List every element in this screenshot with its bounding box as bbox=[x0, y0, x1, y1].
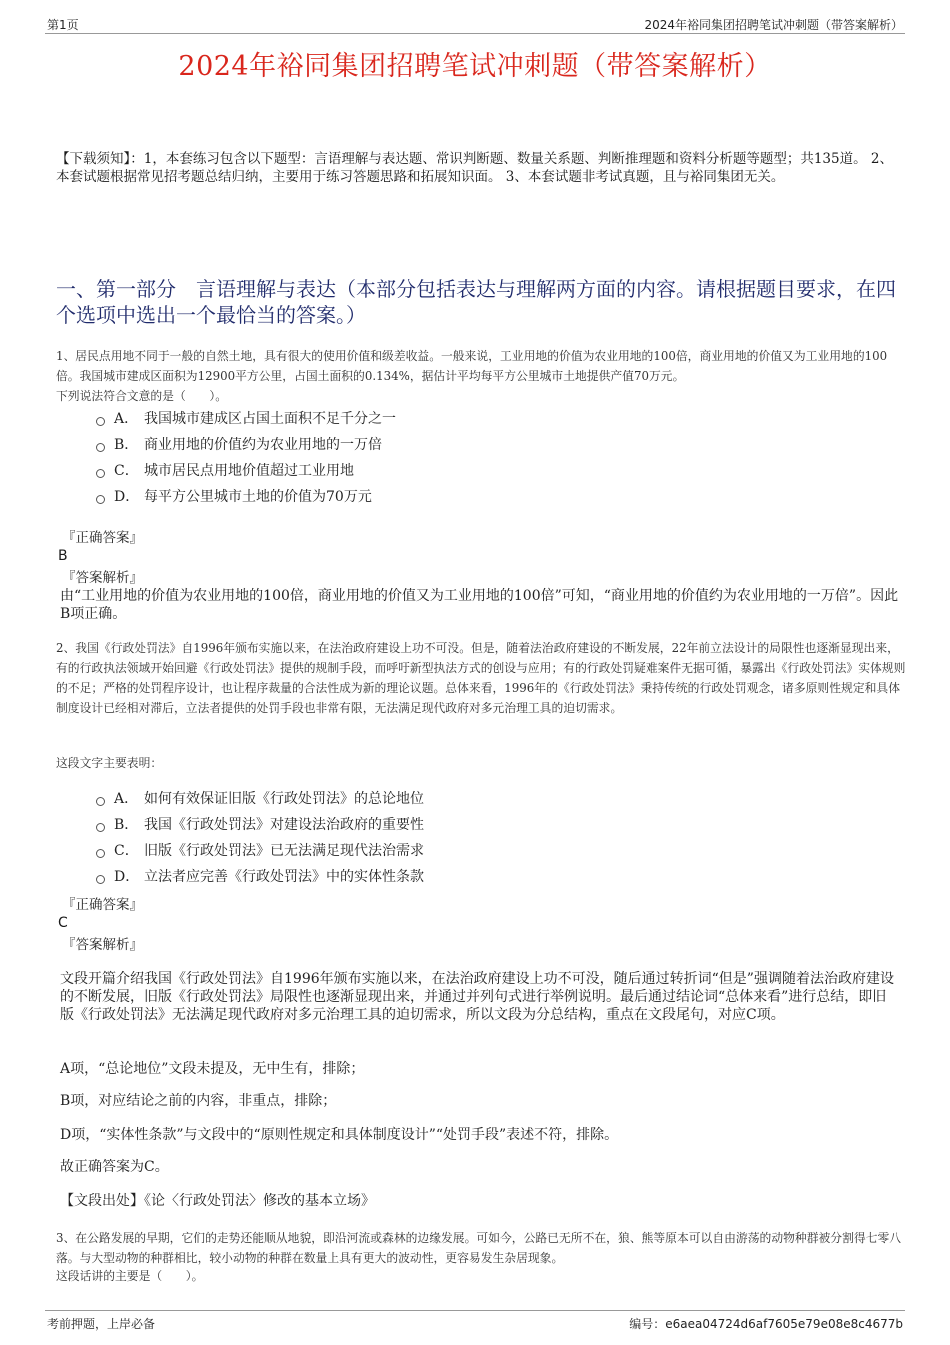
q1-analysis: 由“工业用地的价值为农业用地的100倍，商业用地的价值又为工业用地的100倍”可知，“商业用地的价值约为农业用地的一万倍”。因此B项正确。 bbox=[60, 588, 899, 622]
q1-answer-label: 『正确答案』 bbox=[62, 530, 143, 546]
question-1-stem: 1、居民点用地不同于一般的自然土地，具有很大的使用价值和级差收益。一般来说，工业用地的价值为农业用地的100倍，商业用地的价值又为工业用地的100倍。我国城市建成区面积为12900平方公里，占国土面积的0.134%，据估计平均每平方公里城市土地提供产值70万元。 bbox=[56, 349, 888, 383]
q2-option-a[interactable] bbox=[96, 790, 424, 808]
radio-icon[interactable] bbox=[96, 495, 105, 504]
q1-option-d[interactable] bbox=[96, 488, 372, 506]
question-2-prompt: 这段文字主要表明： bbox=[56, 756, 163, 770]
q2-note-b: B项，对应结论之前的内容，非重点，排除； bbox=[60, 1093, 337, 1109]
q1-analysis-label: 『答案解析』 bbox=[62, 570, 143, 586]
option-letter: C． bbox=[114, 843, 139, 859]
option-text: 我国城市建成区占国土面积不足千分之一 bbox=[144, 411, 396, 427]
option-letter: C． bbox=[114, 463, 139, 479]
q2-source: 【文段出处】《论〈行政处罚法〉修改的基本立场》 bbox=[60, 1193, 375, 1209]
q2-analysis: 文段开篇介绍我国《行政处罚法》自1996年颁布实施以来，在法治政府建设上功不可没，随后通过转折词“但是”强调随着法治政府建设的不断发展，旧版《行政处罚法》局限性也逐渐显现出来，并通过并列句式进行举例说明。最后通过结论词“总体来看”进行总结，即旧版《行政处罚法》无法满足现代政府对多元治理工具的迫切需求，所以文段为分总结构，重点在文段尾句，对应C项。 bbox=[60, 971, 894, 1023]
option-text: 商业用地的价值约为农业用地的一万倍 bbox=[144, 437, 382, 453]
q2-answer: C bbox=[58, 915, 68, 931]
option-letter: A． bbox=[114, 411, 139, 427]
radio-icon[interactable] bbox=[96, 875, 105, 884]
radio-icon[interactable] bbox=[96, 443, 105, 452]
question-1-prompt: 下列说法符合文意的是（ ）。 bbox=[56, 389, 228, 403]
option-text: 旧版《行政处罚法》已无法满足现代法治需求 bbox=[144, 843, 424, 859]
header-rule bbox=[45, 33, 905, 34]
radio-icon[interactable] bbox=[96, 849, 105, 858]
q1-option-b[interactable] bbox=[96, 436, 382, 454]
option-text: 立法者应完善《行政处罚法》中的实体性条款 bbox=[144, 869, 424, 885]
question-3-prompt: 这段话讲的主要是（ ）。 bbox=[56, 1269, 204, 1283]
radio-icon[interactable] bbox=[96, 417, 105, 426]
option-letter: B． bbox=[114, 437, 139, 453]
option-text: 如何有效保证旧版《行政处罚法》的总论地位 bbox=[144, 791, 424, 807]
radio-icon[interactable] bbox=[96, 797, 105, 806]
q2-option-c[interactable] bbox=[96, 842, 424, 860]
option-letter: A． bbox=[114, 791, 139, 807]
option-letter: D． bbox=[114, 489, 140, 505]
question-3-stem: 3、在公路发展的早期，它们的走势还能顺从地貌，即沿河流或森林的边缘发展。可如今，公路已无所不在，狼、熊等原本可以自由游荡的动物种群被分割得七零八落。与大型动物的种群相比，较小动物的种群在数量上具有更大的波动性，更容易发生杂居现象。 bbox=[56, 1231, 902, 1265]
document-title: 2024年裕同集团招聘笔试冲刺题（带答案解析） bbox=[178, 51, 772, 82]
running-title: 2024年裕同集团招聘笔试冲刺题（带答案解析） bbox=[644, 18, 903, 32]
footer-rule bbox=[45, 1310, 905, 1311]
option-letter: D． bbox=[114, 869, 140, 885]
q2-answer-label: 『正确答案』 bbox=[62, 897, 143, 913]
download-notice: 【下载须知】：1，本套练习包含以下题型：言语理解与表达题、常识判断题、数量关系题、判断推理题和资料分析题等题型；共135道。 2、本套试题根据常见招考题总结归纳，主要用于练习答题思路和拓展知识面。 3、本套试题非考试真题，且与裕同集团无关。 bbox=[56, 151, 893, 185]
option-text: 城市居民点用地价值超过工业用地 bbox=[144, 463, 354, 479]
page-number: 第1页 bbox=[47, 18, 79, 32]
radio-icon[interactable] bbox=[96, 469, 105, 478]
q1-option-a[interactable] bbox=[96, 410, 396, 428]
q2-analysis-label: 『答案解析』 bbox=[62, 937, 143, 953]
q1-answer: B bbox=[58, 548, 68, 564]
option-text: 我国《行政处罚法》对建设法治政府的重要性 bbox=[144, 817, 424, 833]
q2-note-a: A项，“总论地位”文段未提及，无中生有，排除； bbox=[60, 1061, 365, 1077]
footer-slogan: 考前押题，上岸必备 bbox=[47, 1317, 156, 1331]
q1-option-c[interactable] bbox=[96, 462, 354, 480]
footer-code: 编号：e6aea04724d6af7605e79e08e8c4677b bbox=[629, 1317, 903, 1331]
option-text: 每平方公里城市土地的价值为70万元 bbox=[144, 489, 372, 505]
q2-option-b[interactable] bbox=[96, 816, 424, 834]
radio-icon[interactable] bbox=[96, 823, 105, 832]
section-heading: 一、第一部分 言语理解与表达（本部分包括表达与理解两方面的内容。请根据题目要求，在四个选项中选出一个最恰当的答案。） bbox=[56, 277, 896, 327]
q2-note-d: D项，“实体性条款”与文段中的“原则性规定和具体制度设计”“处罚手段”表述不符，排除。 bbox=[60, 1127, 619, 1143]
q2-option-d[interactable] bbox=[96, 868, 424, 886]
option-letter: B． bbox=[114, 817, 139, 833]
q2-conclusion: 故正确答案为C。 bbox=[60, 1159, 169, 1175]
question-2-stem: 2、我国《行政处罚法》自1996年颁布实施以来，在法治政府建设上功不可没。但是，随着法治政府建设的不断发展，22年前立法设计的局限性也逐渐显现出来，有的行政执法领域开始回避《行政处罚法》提供的规制手段，而呼吁新型执法方式的创设与应用；有的行政处罚疑难案件无据可循，暴露出《行政处罚法》实体规则的不足；严格的处罚程序设计，也让程序裁量的合法性成为新的理论议题。总体来看，1996年的《行政处罚法》秉持传统的行政处罚观念，诸多原则性规定和具体制度设计已经相对滞后，立法者提供的处罚手段也非常有限，无法满足现代政府对多元治理工具的迫切需求。 bbox=[56, 641, 906, 715]
